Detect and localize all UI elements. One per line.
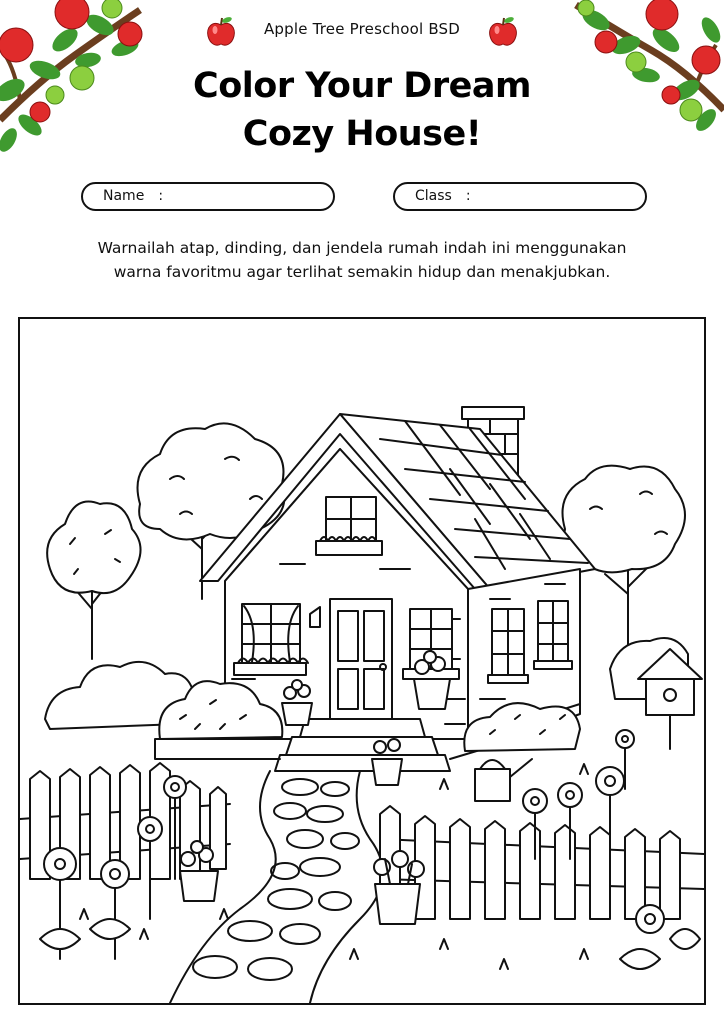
name-colon: : — [158, 188, 164, 204]
class-colon: : — [465, 188, 471, 204]
fence-right — [380, 806, 704, 919]
instruction-line-1: Warnailah atap, dinding, dan jendela rumah indah ini menggunakan — [97, 239, 627, 257]
instruction-line-2: warna favoritmu agar terlihat semakin hidup dan menakjubkan. — [113, 263, 611, 281]
apple-icon — [206, 16, 236, 48]
title-line-1: Color Your Dream — [193, 66, 531, 106]
instruction-text — [60, 236, 664, 284]
coloring-frame — [18, 317, 706, 1005]
flower-pot-center — [374, 851, 424, 924]
title-line-2: Cozy House! — [242, 114, 482, 154]
page-title — [0, 62, 724, 158]
school-name: Apple Tree Preschool BSD — [263, 20, 461, 38]
name-field[interactable] — [81, 182, 335, 211]
school-name-row — [0, 20, 724, 38]
class-label: Class — [415, 188, 452, 204]
flower-box-top — [316, 541, 382, 555]
watering-can — [475, 759, 532, 801]
tree-left-small — [47, 502, 140, 660]
apple-icon — [488, 16, 518, 48]
class-field[interactable] — [393, 182, 647, 211]
flower-pot-porch-right — [414, 651, 450, 709]
name-label: Name — [103, 188, 145, 204]
house-coloring-illustration[interactable] — [20, 319, 704, 1003]
